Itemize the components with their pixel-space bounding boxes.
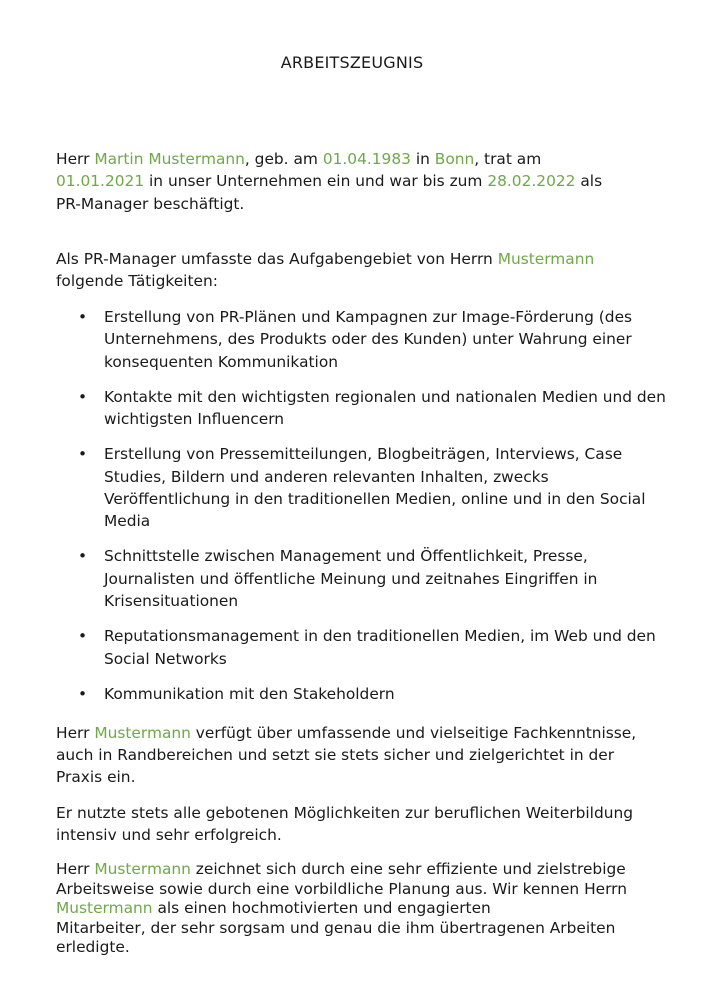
work-surname: Mustermann <box>94 860 191 878</box>
bullet-icon: • <box>78 684 88 703</box>
list-item <box>56 386 666 431</box>
scope-text2: folgende Tätigkeiten: <box>56 272 218 291</box>
intro-geb: , geb. am <box>244 150 318 168</box>
list-item <box>56 625 666 670</box>
list-item <box>56 545 666 612</box>
intro-unternehmen: in unser Unternehmen ein und war bis zum <box>149 172 483 191</box>
scope-text: Als PR-Manager umfasste das Aufgabengebiet von Herrn <box>56 250 493 268</box>
task-text: Erstellung von Pressemitteilungen, Blogbeiträgen, Interviews, Case Studies, Bildern und anderen relevanten Inhalten, zwecks Veröffentlichung in den traditionellen Medien, online und in den Social Media <box>104 445 646 531</box>
start-date: 01.01.2021 <box>56 172 145 191</box>
scope-paragraph <box>56 248 662 293</box>
bullet-icon: • <box>78 308 88 326</box>
intro-herr: Herr <box>56 150 90 168</box>
task-text: Erstellung von PR-Plänen und Kampagnen zur Image-Förderung (des Unternehmens, des Produkts oder des Kunden) unter Wahrung einer konsequenten Kommunikation <box>104 308 633 371</box>
list-item <box>56 306 666 373</box>
scope-surname: Mustermann <box>497 250 595 268</box>
training-paragraph <box>56 802 662 846</box>
bullet-icon: • <box>78 627 88 646</box>
bullet-icon: • <box>78 445 88 464</box>
work-paragraph <box>56 860 662 958</box>
work-surname-2: Mustermann <box>56 899 153 917</box>
bullet-icon: • <box>78 387 88 406</box>
work-text1: zeichnet sich durch eine sehr effiziente und zielstrebige Arbeitsweise sowie durch eine vorbildliche Planung aus. Wir kennen Herrn <box>56 860 627 898</box>
task-text: Kommunikation mit den Stakeholdern <box>104 684 395 703</box>
knowledge-herr: Herr <box>56 724 90 742</box>
knowledge-surname: Mustermann <box>94 724 191 742</box>
knowledge-text: verfügt über umfassende und vielseitige Fachkenntnisse, auch in Randbereichen und setzt sie stets sicher und zielgerichtet in der Praxis ein. <box>56 724 637 786</box>
work-herr: Herr <box>56 860 90 878</box>
intro-als: als <box>580 172 603 191</box>
list-item <box>56 443 666 533</box>
birth-city: Bonn <box>434 150 475 168</box>
intro-role: PR-Manager beschäftigt. <box>56 194 245 213</box>
task-list <box>56 306 666 718</box>
work-text2: als einen hochmotivierten und engagierten <box>157 899 491 917</box>
bullet-icon: • <box>78 547 88 566</box>
list-item <box>56 683 666 705</box>
knowledge-paragraph <box>56 722 662 788</box>
employee-name: Martin Mustermann <box>94 150 245 168</box>
task-text: Reputationsmanagement in den traditionellen Medien, im Web und den Social Networks <box>104 627 656 668</box>
task-text: Schnittstelle zwischen Management und Öffentlichkeit, Presse, Journalisten und öffentliche Meinung und zeitnahes Eingriffen in Krisensituationen <box>104 547 598 611</box>
work-text3: Mitarbeiter, der sehr sorgsam und genau die ihm übertragenen Arbeiten erledigte. <box>56 918 616 956</box>
birth-date: 01.04.1983 <box>322 150 411 168</box>
intro-paragraph <box>56 148 662 215</box>
intro-in: in <box>415 150 430 168</box>
training-text: Er nutzte stets alle gebotenen Möglichkeiten zur beruflichen Weiterbildung intensiv und sehr erfolgreich. <box>56 804 633 844</box>
task-text: Kontakte mit den wichtigsten regionalen und nationalen Medien und den wichtigsten Influencern <box>104 387 666 429</box>
end-date: 28.02.2022 <box>487 172 576 191</box>
document-title: ARBEITSZEUGNIS <box>280 53 424 72</box>
intro-trat: , trat am <box>474 150 542 168</box>
